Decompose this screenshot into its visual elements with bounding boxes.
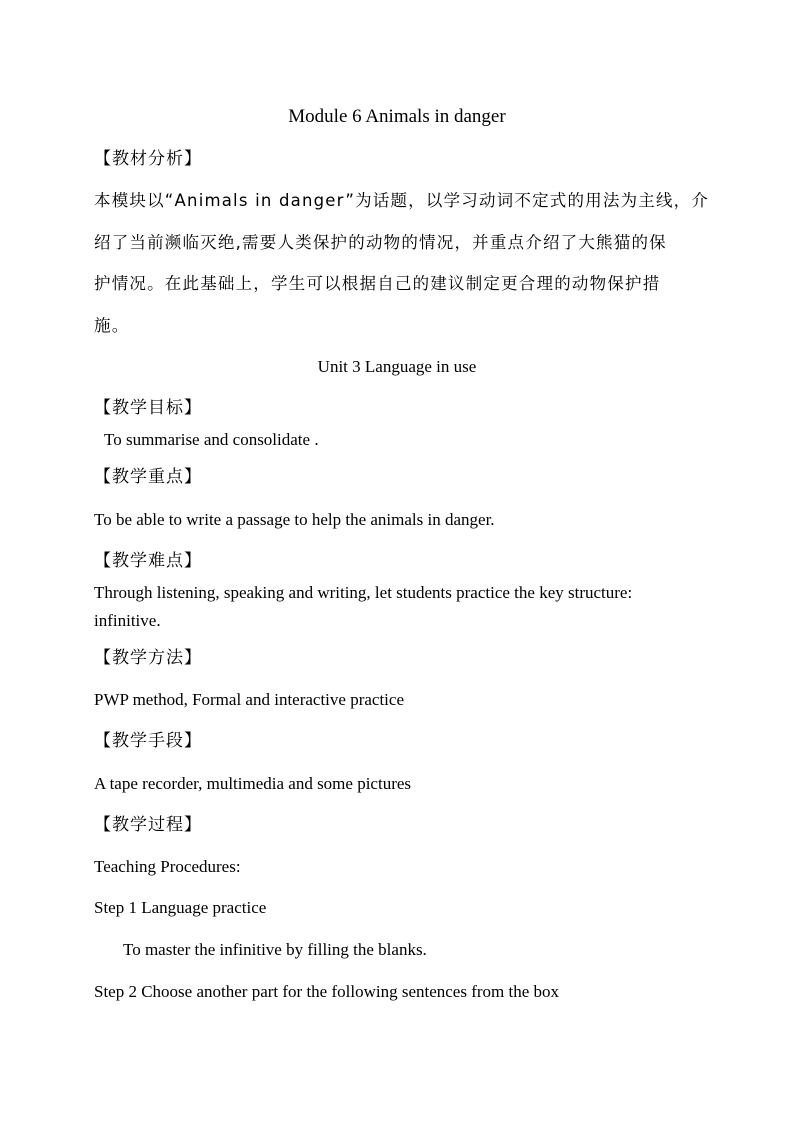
heading-methods: 【教学方法】: [94, 648, 202, 668]
teaching-procedures-label: Teaching Procedures:: [94, 857, 241, 876]
heading-key-points: 【教学重点】: [94, 467, 202, 487]
heading-process: 【教学过程】: [94, 815, 202, 835]
methods-text: PWP method, Formal and interactive practice: [94, 690, 404, 709]
analysis-line-2: 绍了当前濒临灭绝,需要人类保护的动物的情况，并重点介绍了大熊猫的保: [94, 233, 667, 252]
heading-means: 【教学手段】: [94, 731, 202, 751]
step2-title: Step 2 Choose another part for the following sentences from the box: [94, 982, 560, 1001]
unit-title: Unit 3 Language in use: [317, 357, 477, 376]
difficulties-line-1: Through listening, speaking and writing, let students practice the key structure:: [94, 583, 633, 602]
analysis-line-3: 护情况。在此基础上，学生可以根据自己的建议制定更合理的动物保护措: [94, 274, 661, 293]
step1-text: To master the infinitive by filling the blanks.: [123, 940, 427, 959]
key-points-text: To be able to write a passage to help the animals in danger.: [94, 510, 495, 529]
heading-difficulties: 【教学难点】: [94, 551, 202, 571]
module-title: Module 6 Animals in danger: [288, 106, 506, 127]
analysis-line-1: 本模块以“Animals in danger”为话题，以学习动词不定式的用法为主线，介: [94, 191, 710, 210]
step1-title: Step 1 Language practice: [94, 898, 267, 917]
analysis-line-4: 施。: [94, 316, 130, 335]
heading-objectives: 【教学目标】: [94, 398, 202, 418]
difficulties-line-2: infinitive.: [94, 611, 161, 630]
heading-material-analysis: 【教材分析】: [94, 149, 202, 169]
means-text: A tape recorder, multimedia and some pictures: [94, 774, 412, 793]
objectives-text: To summarise and consolidate .: [104, 430, 319, 449]
